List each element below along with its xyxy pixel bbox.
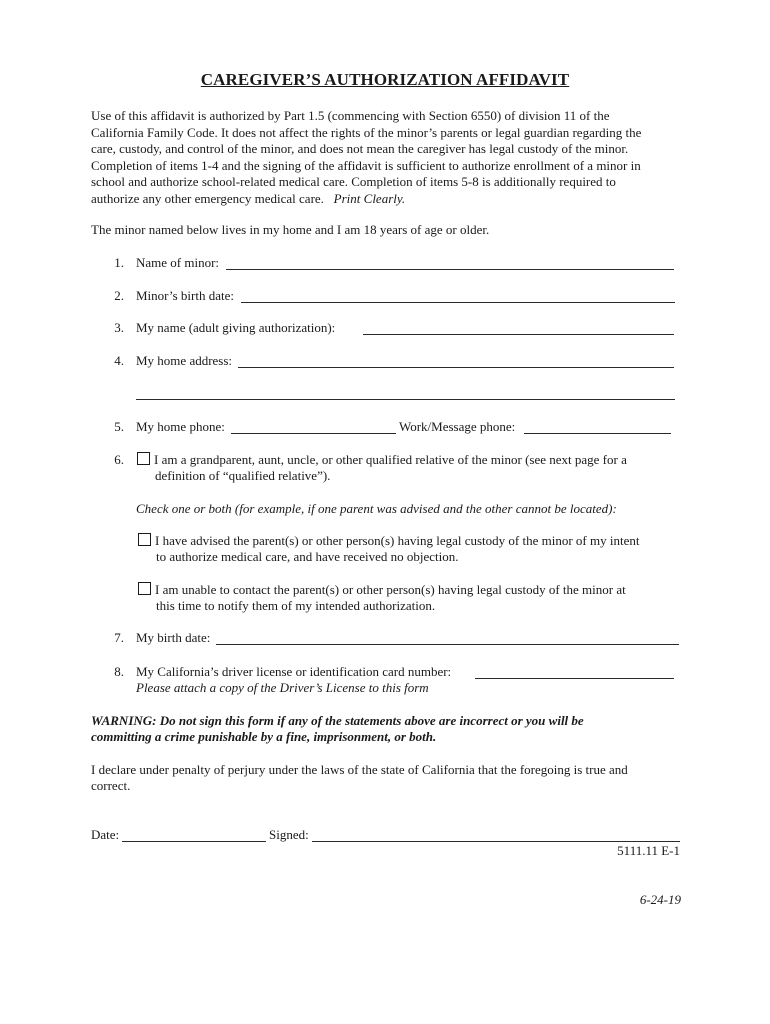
date-field[interactable] [122,841,266,842]
home-address-field[interactable] [238,367,674,368]
home-phone-label: My home phone: [136,419,225,434]
item-number: 2. [114,288,124,303]
caregiver-name-label: My name (adult giving authorization): [136,320,336,335]
unable-to-contact-text: I am unable to contact the parent(s) or other person(s) having legal custody of the minor at [155,582,626,597]
qualified-relative-text: I am a grandparent, aunt, uncle, or other qualified relative of the minor (see next page for a [154,452,627,467]
item-number: 7. [114,630,124,645]
license-number-label: My California’s driver license or identification card number: [136,664,452,679]
intro-line: California Family Code. It does not affect the rights of the minor’s parents or legal guardian regarding the [91,124,642,140]
form-title: CAREGIVER’S AUTHORIZATION AFFIDAVIT [200,70,570,89]
qualified-relative-text: definition of “qualified relative”). [155,468,331,483]
caregiver-name-field[interactable] [363,334,674,335]
declaration-text: I declare under penalty of perjury under the laws of the state of California that the foregoing is true and [91,762,628,777]
check-instruction: Check one or both (for example, if one parent was advised and the other cannot be located): [136,501,617,516]
work-phone-field[interactable] [524,433,671,434]
item-number: 3. [114,320,124,335]
caregiver-birth-date-label: My birth date: [136,630,211,645]
warning-text: committing a crime punishable by a fine, imprisonment, or both. [91,729,437,744]
minor-birth-date-label: Minor’s birth date: [136,288,234,303]
work-phone-label: Work/Message phone: [399,419,516,434]
declaration-text: correct. [91,778,131,793]
print-clearly-note: Print Clearly. [333,190,406,206]
intro-line-last [91,191,691,208]
name-of-minor-label: Name of minor: [136,255,220,270]
home-phone-field[interactable] [231,433,396,434]
intro-line: Completion of items 1-4 and the signing of the affidavit is sufficient to authorize enrollment of a minor in [91,157,641,173]
intro-line: Use of this affidavit is authorized by Part 1.5 (commencing with Section 6550) of division 11 of the [91,108,610,123]
home-address-field-line2[interactable] [136,399,675,400]
intro-line: authorize any other emergency medical care. [91,190,324,206]
revision-date: 6-24-19 [639,892,681,907]
license-number-field[interactable] [475,678,674,679]
advised-parents-checkbox[interactable] [138,533,151,546]
warning-text: WARNING: Do not sign this form if any of the statements above are incorrect or you will be [91,713,584,728]
form-number: 5111.11 E-1 [617,843,680,858]
name-of-minor-field[interactable] [226,269,674,270]
minor-birth-date-field[interactable] [241,302,675,303]
intro-line: care, custody, and control of the minor, and does not mean the caregiver has legal custody of the minor. [91,141,629,157]
unable-to-contact-text: this time to notify them of my intended authorization. [156,598,436,613]
qualified-relative-checkbox[interactable] [137,452,150,465]
home-address-label: My home address: [136,353,233,368]
caregiver-birth-date-field[interactable] [216,644,679,645]
advised-parents-text: to authorize medical care, and have received no objection. [156,549,459,564]
item-number: 6. [114,452,124,467]
item-number: 8. [114,664,124,679]
item-number: 5. [114,419,124,434]
intro-paragraph [91,108,691,208]
date-label: Date: [91,827,120,842]
license-attach-note: Please attach a copy of the Driver’s License to this form [136,680,429,695]
minor-statement: The minor named below lives in my home and I am 18 years of age or older. [91,222,490,237]
advised-parents-text: I have advised the parent(s) or other person(s) having legal custody of the minor of my intent [155,533,640,548]
unable-to-contact-checkbox[interactable] [138,582,151,595]
signature-field[interactable] [312,841,680,842]
item-number: 4. [114,353,124,368]
signed-label: Signed: [269,827,309,842]
item-number: 1. [114,255,124,270]
intro-line: school and authorize school-related medical care. Completion of items 5-8 is additionally required to [91,174,616,190]
